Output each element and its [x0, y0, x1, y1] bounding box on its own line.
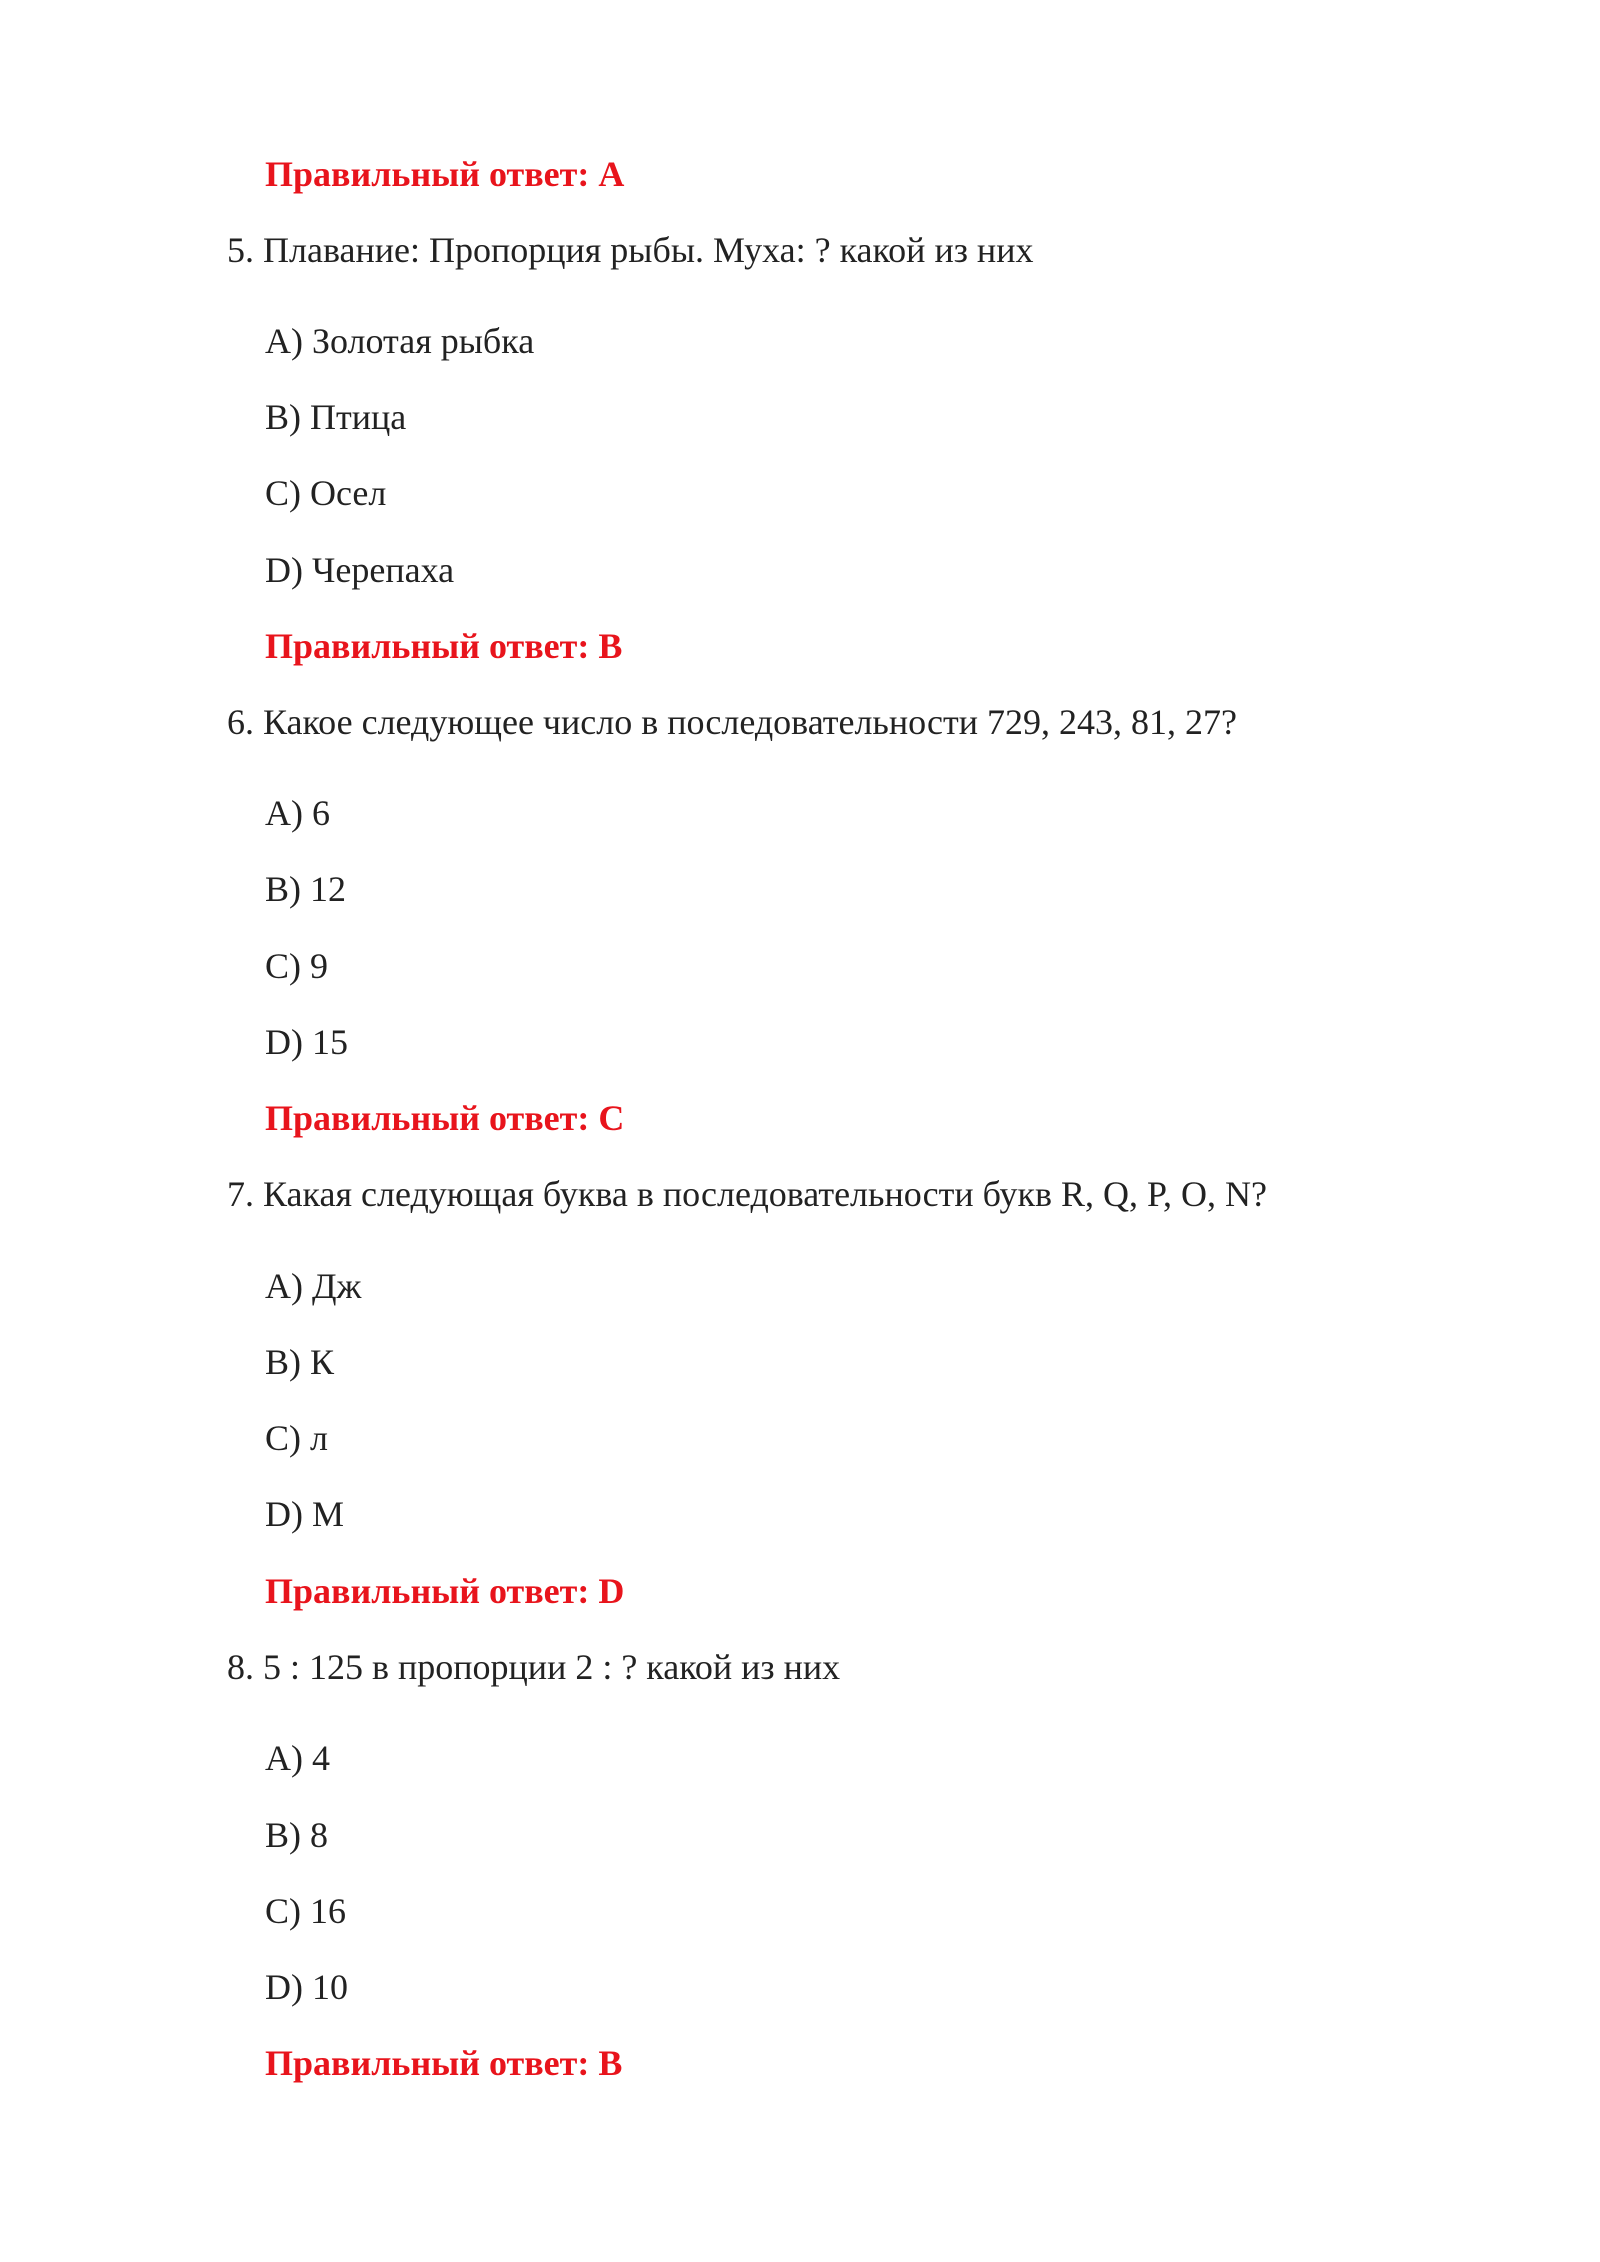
q7-option-b: B) К	[265, 1342, 335, 1382]
q8-option-a: A) 4	[265, 1738, 330, 1778]
q6-option-c: C) 9	[265, 946, 328, 986]
question-7: 7. Какая следующая буква в последовательности букв R, Q, P, O, N?	[227, 1174, 1268, 1214]
q6-option-b: B) 12	[265, 869, 346, 909]
q8-option-b: B) 8	[265, 1815, 328, 1855]
q8-option-d: D) 10	[265, 1967, 348, 2007]
q5-option-b: B) Птица	[265, 397, 407, 437]
q7-option-d: D) M	[265, 1494, 344, 1534]
answer-q7: Правильный ответ: D	[265, 1571, 625, 1611]
question-8: 8. 5 : 125 в пропорции 2 : ? какой из них	[227, 1647, 841, 1687]
q5-option-a: A) Золотая рыбка	[265, 321, 535, 361]
answer-q6: Правильный ответ: C	[265, 1098, 625, 1138]
answer-q8: Правильный ответ: B	[265, 2043, 623, 2083]
q7-option-c: C) л	[265, 1418, 328, 1458]
question-6: 6. Какое следующее число в последовательности 729, 243, 81, 27?	[227, 702, 1237, 742]
q7-option-a: A) Дж	[265, 1266, 362, 1306]
q5-option-c: C) Осел	[265, 473, 387, 513]
q6-option-d: D) 15	[265, 1022, 348, 1062]
q6-option-a: A) 6	[265, 793, 330, 833]
answer-q4: Правильный ответ: A	[265, 154, 625, 194]
question-5: 5. Плавание: Пропорция рыбы. Муха: ? какой из них	[227, 230, 1034, 270]
q5-option-d: D) Черепаха	[265, 550, 455, 590]
q8-option-c: C) 16	[265, 1891, 346, 1931]
answer-q5: Правильный ответ: B	[265, 626, 623, 666]
